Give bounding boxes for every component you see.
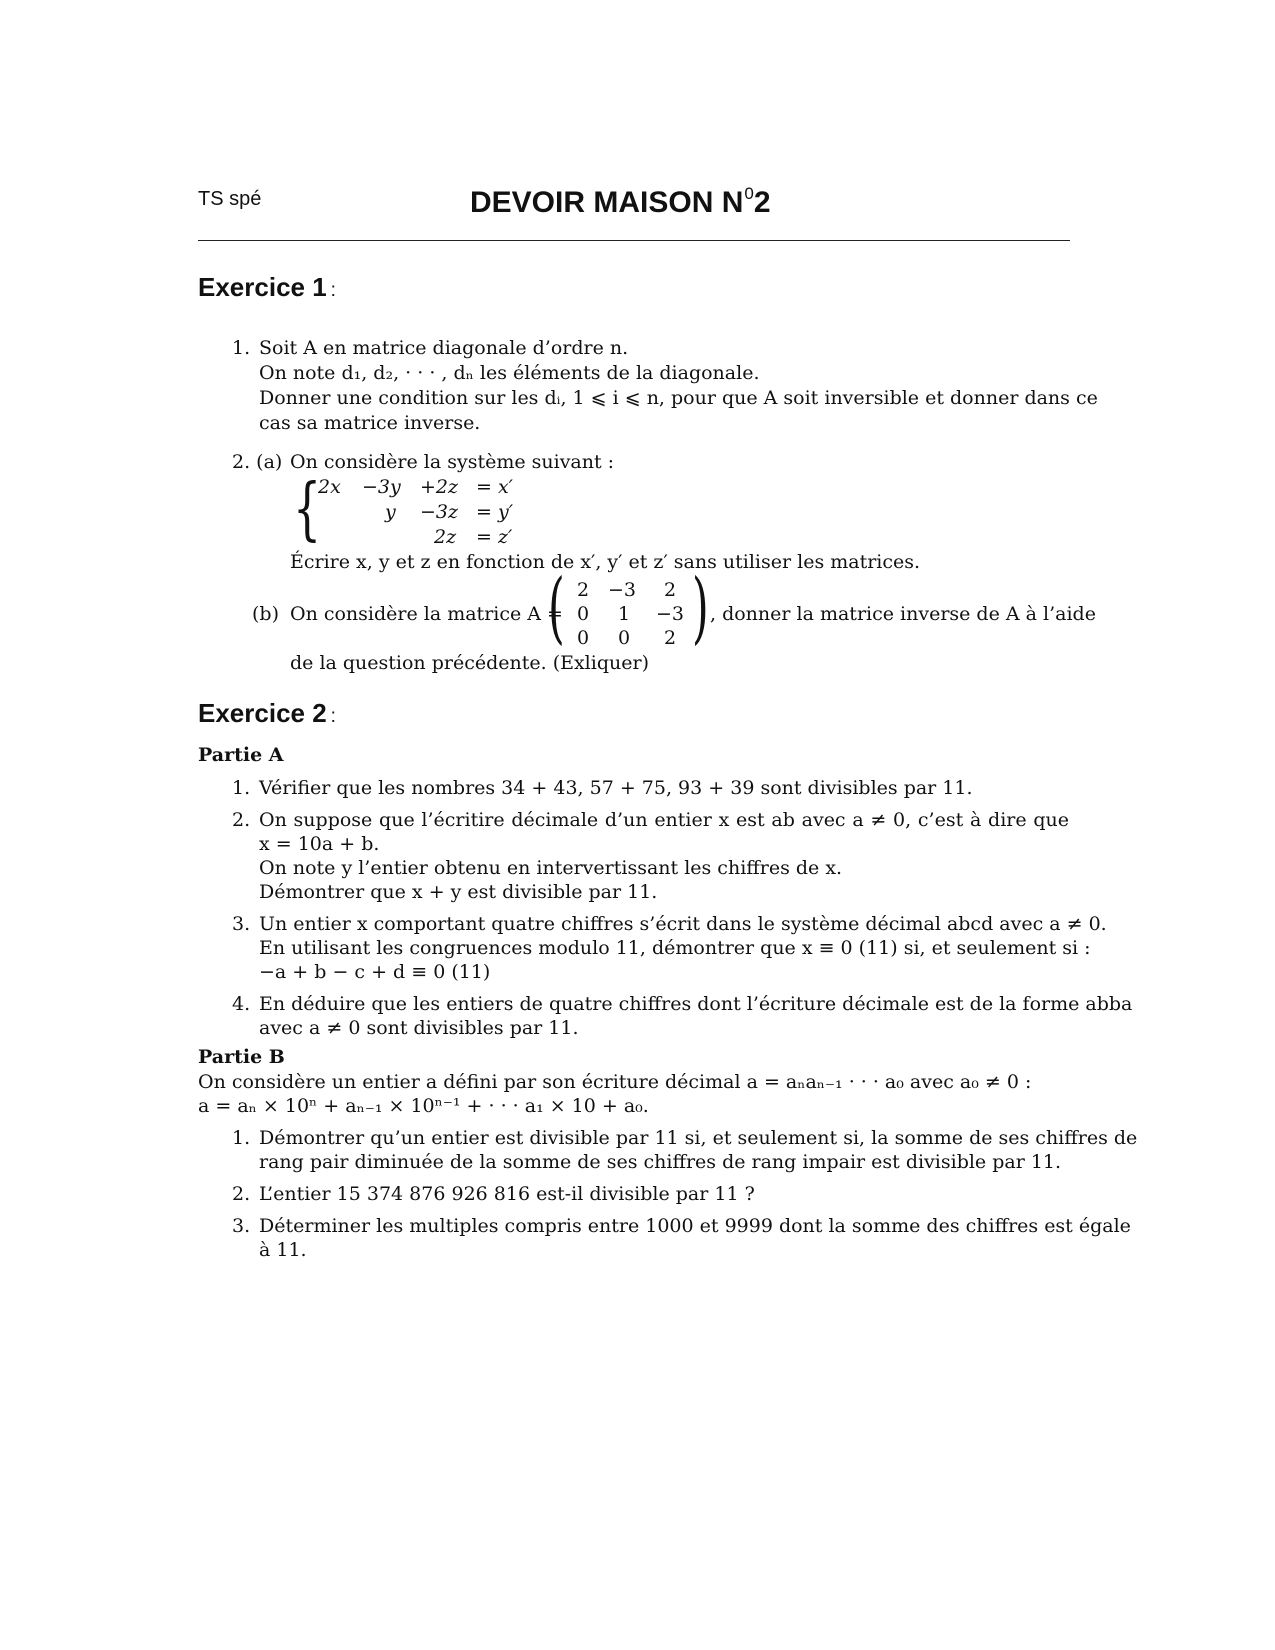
m-r2-c3: −3 [656,603,685,625]
sys-r3-c3: 2z [434,526,457,548]
title-text: DEVOIR MAISON N [470,186,744,219]
a2-line-4: Démontrer que x + y est divisible par 11. [259,881,658,903]
q1-line-2: On note d₁, d₂, · · · , dₙ les éléments de la diagonale. [259,362,760,384]
a3-line-1: Un entier x comportant quatre chiffres s’écrit dans le système décimal abcd avec a ≠ 0. [259,913,1107,935]
a2-line-2: x = 10a + b. [259,833,380,855]
a4-line-1: En déduire que les entiers de quatre chiffres dont l’écriture décimale est de la forme abba [259,993,1133,1015]
sys-r1-c2: −3y [362,476,401,498]
q1-line-1: Soit A en matrice diagonale d’ordre n. [259,337,629,359]
q2b-line-2: de la question précédente. (Exliquer) [290,652,649,674]
q2b-label: (b) [252,603,279,625]
sys-r1-c3: +2z [420,476,459,498]
q2b-text: , donner la matrice inverse de A à l’aide [710,603,1096,625]
exercise-2-colon: : [330,706,336,727]
class-label: TS spé [198,188,262,210]
q2a-number: 2. (a) [232,451,283,473]
q1-number: 1. [232,337,251,359]
b3-line-2: à 11. [259,1239,307,1261]
m-r1-c1: 2 [577,579,590,601]
system-brace: { [293,470,322,549]
matrix-left-paren: ( [548,563,565,653]
sys-r2-c4: = y′ [476,501,514,523]
page-title [470,184,840,220]
a4-line-2: avec a ≠ 0 sont divisibles par 11. [259,1017,579,1039]
m-r2-c2: 1 [618,603,631,625]
q2b-intro: On considère la matrice A = [290,603,563,625]
b-intro-line-2: a = aₙ × 10ⁿ + aₙ₋₁ × 10ⁿ⁻¹ + · · · a₁ × 10 + a₀. [198,1095,649,1117]
sys-r1-c4: = x′ [476,476,513,498]
m-r3-c2: 0 [618,627,631,649]
a1-text: Vérifier que les nombres 34 + 43, 57 + 75, 93 + 39 sont divisibles par 11. [259,777,973,799]
b1-line-1: Démontrer qu’un entier est divisible par 11 si, et seulement si, la somme de ses chiffres de [259,1127,1138,1149]
sys-r2-c2: y [385,501,396,523]
a2-number: 2. [232,809,251,831]
m-r3-c3: 2 [664,627,677,649]
exercise-1-colon: : [330,280,336,301]
a1-number: 1. [232,777,251,799]
exercise-2-title: Exercice 2 [198,698,327,728]
b3-number: 3. [232,1215,251,1237]
sys-r1-c1: 2x [318,476,341,498]
m-r3-c1: 0 [577,627,590,649]
m-r1-c3: 2 [664,579,677,601]
m-r2-c1: 0 [577,603,590,625]
b1-number: 1. [232,1127,251,1149]
part-a-heading: Partie A [198,744,284,766]
part-b-heading: Partie B [198,1046,285,1068]
exercise-1-title: Exercice 1 [198,272,327,302]
header-rule [198,240,1070,241]
title-superscript: 0 [744,184,754,203]
matrix-right-paren: ) [692,563,709,653]
a3-line-2: En utilisant les congruences modulo 11, démontrer que x ≡ 0 (11) si, et seulement si : [259,937,1091,959]
exercise-2-heading [198,698,336,729]
a2-line-1: On suppose que l’écritire décimale d’un entier x est ab avec a ≠ 0, c’est à dire que [259,809,1069,831]
sys-r3-c4: = z′ [476,526,513,548]
title-number: 2 [753,186,771,219]
exercise-1-heading [198,272,336,303]
m-r1-c2: −3 [608,579,637,601]
b3-line-1: Déterminer les multiples compris entre 1000 et 9999 dont la somme des chiffres est égale [259,1215,1131,1237]
b-intro-line-1: On considère un entier a défini par son écriture décimal a = aₙaₙ₋₁ · · · a₀ avec a₀ ≠ 0 : [198,1071,1032,1093]
a3-number: 3. [232,913,251,935]
a3-line-3: −a + b − c + d ≡ 0 (11) [259,961,491,983]
b2-text: L’entier 15 374 876 926 816 est-il divisible par 11 ? [259,1183,755,1205]
q1-line-3: Donner une condition sur les dᵢ, 1 ⩽ i ⩽ n, pour que A soit inversible et donner dans ce [259,387,1098,409]
a4-number: 4. [232,993,251,1015]
q1-line-4: cas sa matrice inverse. [259,412,481,434]
q2a-intro: On considère la système suivant : [290,451,615,473]
sys-r2-c3: −3z [420,501,459,523]
q2a-instruction: Écrire x, y et z en fonction de x′, y′ et z′ sans utiliser les matrices. [290,551,921,573]
b1-line-2: rang pair diminuée de la somme de ses chiffres de rang impair est divisible par 11. [259,1151,1062,1173]
a2-line-3: On note y l’entier obtenu en intervertissant les chiffres de x. [259,857,843,879]
b2-number: 2. [232,1183,251,1205]
